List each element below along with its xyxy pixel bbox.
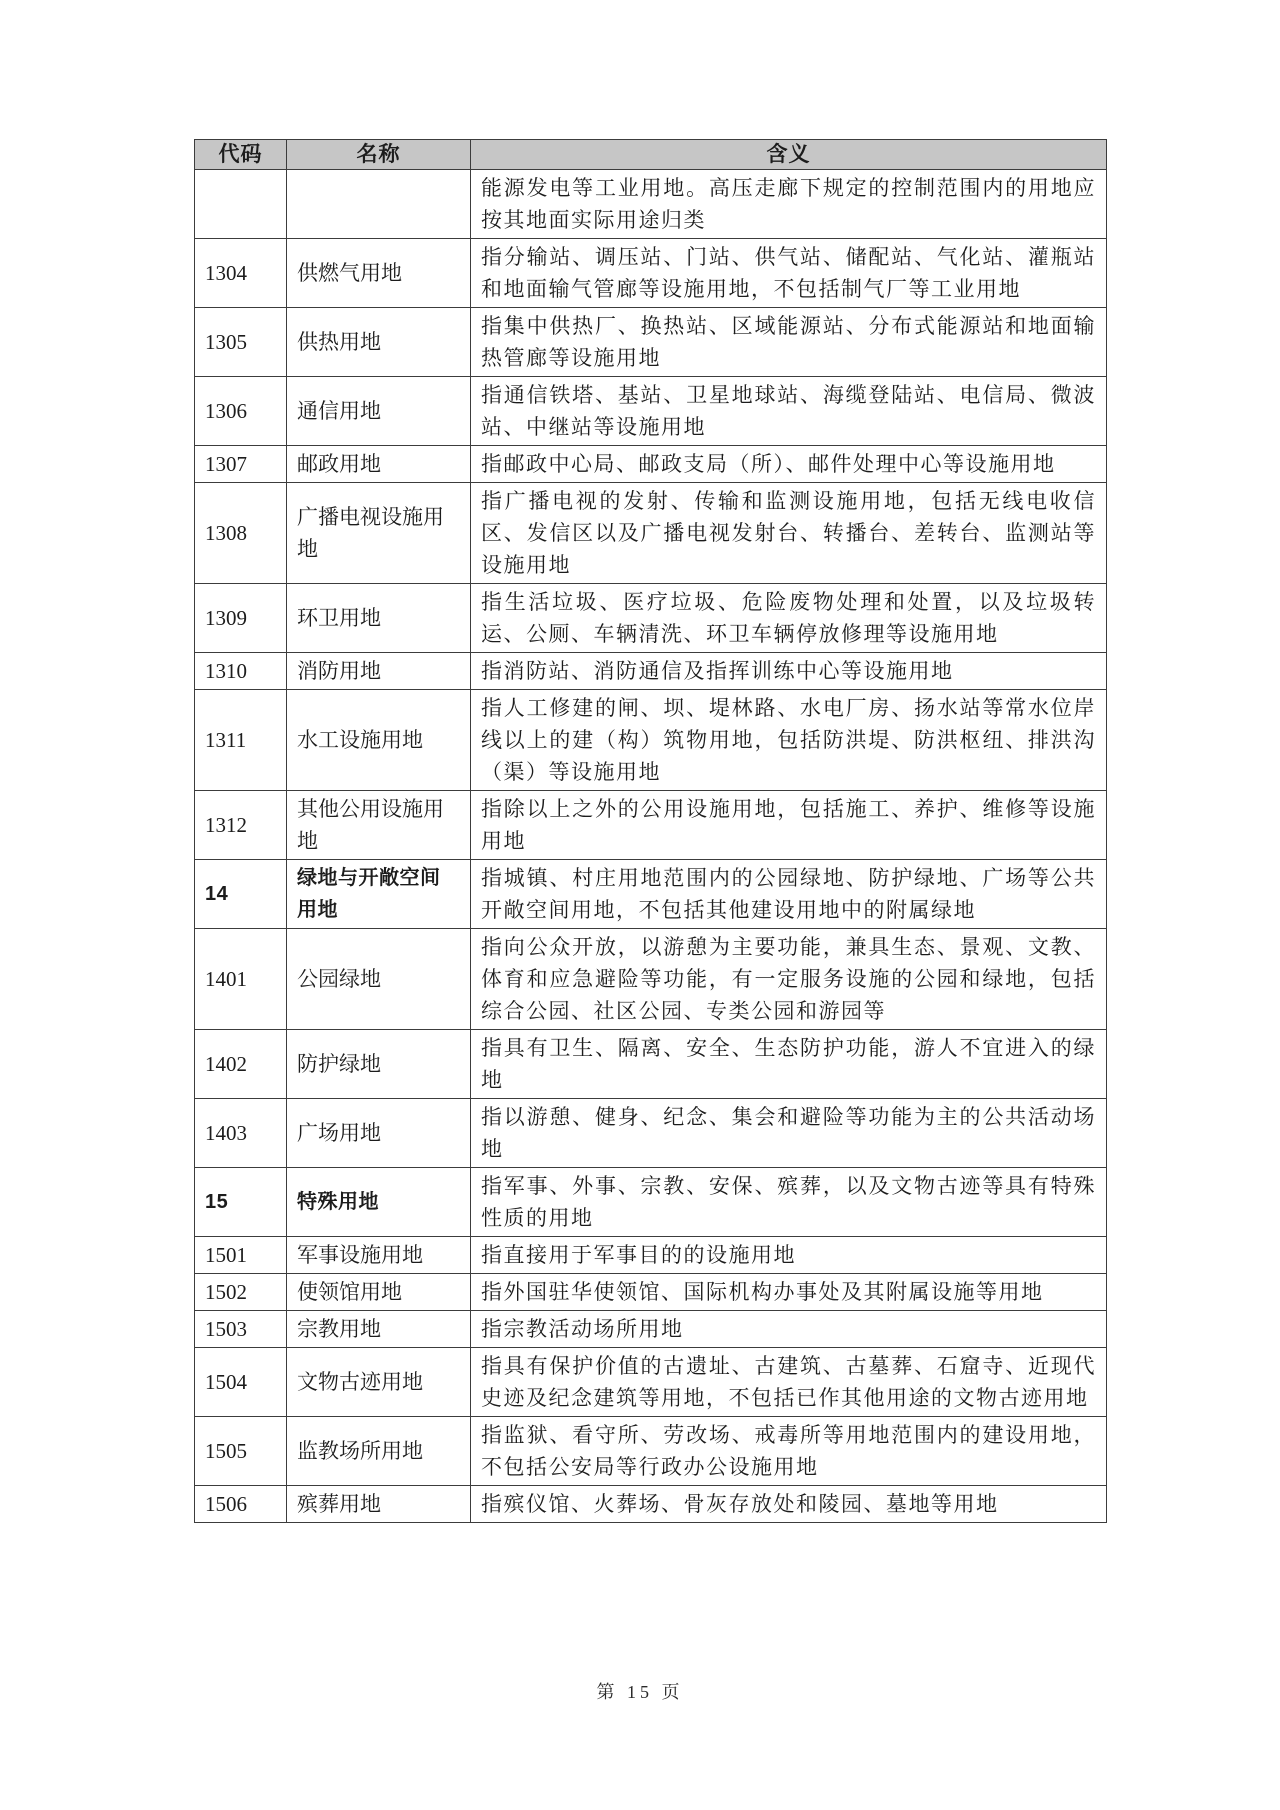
meaning-cell: 指军事、外事、宗教、安保、殡葬，以及文物古迹等具有特殊性质的用地 — [471, 1168, 1107, 1237]
code-cell: 1504 — [195, 1348, 287, 1417]
code-cell: 1401 — [195, 929, 287, 1030]
column-header-2: 含义 — [471, 140, 1107, 170]
code-cell: 1402 — [195, 1030, 287, 1099]
meaning-cell: 能源发电等工业用地。高压走廊下规定的控制范围内的用地应按其地面实际用途归类 — [471, 170, 1107, 239]
name-cell: 特殊用地 — [287, 1168, 471, 1237]
name-cell: 广播电视设施用地 — [287, 483, 471, 584]
code-cell: 1305 — [195, 308, 287, 377]
table-row — [195, 1417, 1107, 1486]
table-row — [195, 170, 1107, 239]
table-row — [195, 1237, 1107, 1274]
meaning-cell: 指除以上之外的公用设施用地，包括施工、养护、维修等设施用地 — [471, 791, 1107, 860]
table-row — [195, 308, 1107, 377]
meaning-cell: 指以游憩、健身、纪念、集会和避险等功能为主的公共活动场地 — [471, 1099, 1107, 1168]
name-cell: 供热用地 — [287, 308, 471, 377]
code-cell: 1309 — [195, 584, 287, 653]
name-cell: 其他公用设施用地 — [287, 791, 471, 860]
name-cell: 军事设施用地 — [287, 1237, 471, 1274]
meaning-cell: 指具有保护价值的古遗址、古建筑、古墓葬、石窟寺、近现代史迹及纪念建筑等用地，不包括已作其他用途的文物古迹用地 — [471, 1348, 1107, 1417]
name-cell: 文物古迹用地 — [287, 1348, 471, 1417]
meaning-cell: 指人工修建的闸、坝、堤林路、水电厂房、扬水站等常水位岸线以上的建（构）筑物用地，包括防洪堤、防洪枢纽、排洪沟（渠）等设施用地 — [471, 690, 1107, 791]
name-cell: 监教场所用地 — [287, 1417, 471, 1486]
name-cell: 殡葬用地 — [287, 1486, 471, 1523]
code-cell: 1311 — [195, 690, 287, 791]
code-cell: 1503 — [195, 1311, 287, 1348]
meaning-cell: 指外国驻华使领馆、国际机构办事处及其附属设施等用地 — [471, 1274, 1107, 1311]
table-row — [195, 1274, 1107, 1311]
code-cell: 1312 — [195, 791, 287, 860]
meaning-cell: 指通信铁塔、基站、卫星地球站、海缆登陆站、电信局、微波站、中继站等设施用地 — [471, 377, 1107, 446]
name-cell: 使领馆用地 — [287, 1274, 471, 1311]
table-row — [195, 1311, 1107, 1348]
table-row — [195, 584, 1107, 653]
code-cell: 1403 — [195, 1099, 287, 1168]
name-cell: 广场用地 — [287, 1099, 471, 1168]
code-cell — [195, 170, 287, 239]
table-row — [195, 1486, 1107, 1523]
table-row — [195, 377, 1107, 446]
table-row — [195, 1099, 1107, 1168]
meaning-cell: 指分输站、调压站、门站、供气站、储配站、气化站、灌瓶站和地面输气管廊等设施用地，不包括制气厂等工业用地 — [471, 239, 1107, 308]
name-cell: 绿地与开敞空间用地 — [287, 860, 471, 929]
meaning-cell: 指生活垃圾、医疗垃圾、危险废物处理和处置，以及垃圾转运、公厕、车辆清洗、环卫车辆停放修理等设施用地 — [471, 584, 1107, 653]
meaning-cell: 指宗教活动场所用地 — [471, 1311, 1107, 1348]
code-cell: 1306 — [195, 377, 287, 446]
table-row — [195, 690, 1107, 791]
code-cell: 15 — [195, 1168, 287, 1237]
name-cell — [287, 170, 471, 239]
code-cell: 1310 — [195, 653, 287, 690]
name-cell: 通信用地 — [287, 377, 471, 446]
meaning-cell: 指消防站、消防通信及指挥训练中心等设施用地 — [471, 653, 1107, 690]
name-cell: 水工设施用地 — [287, 690, 471, 791]
name-cell: 消防用地 — [287, 653, 471, 690]
meaning-cell: 指城镇、村庄用地范围内的公园绿地、防护绿地、广场等公共开敞空间用地，不包括其他建设用地中的附属绿地 — [471, 860, 1107, 929]
code-cell: 1307 — [195, 446, 287, 483]
code-cell: 1506 — [195, 1486, 287, 1523]
land-use-classification-table — [194, 139, 1107, 1523]
table-body — [195, 170, 1107, 1523]
code-cell: 1304 — [195, 239, 287, 308]
table-row — [195, 791, 1107, 860]
table-row — [195, 929, 1107, 1030]
table-header — [195, 140, 1107, 170]
code-cell: 1308 — [195, 483, 287, 584]
table-row — [195, 860, 1107, 929]
name-cell: 宗教用地 — [287, 1311, 471, 1348]
table-row — [195, 1030, 1107, 1099]
table-row — [195, 653, 1107, 690]
name-cell: 公园绿地 — [287, 929, 471, 1030]
code-cell: 1505 — [195, 1417, 287, 1486]
name-cell: 供燃气用地 — [287, 239, 471, 308]
name-cell: 防护绿地 — [287, 1030, 471, 1099]
meaning-cell: 指集中供热厂、换热站、区域能源站、分布式能源站和地面输热管廊等设施用地 — [471, 308, 1107, 377]
table-row — [195, 1168, 1107, 1237]
code-cell: 1501 — [195, 1237, 287, 1274]
name-cell: 邮政用地 — [287, 446, 471, 483]
name-cell: 环卫用地 — [287, 584, 471, 653]
column-header-1: 名称 — [287, 140, 471, 170]
meaning-cell: 指殡仪馆、火葬场、骨灰存放处和陵园、墓地等用地 — [471, 1486, 1107, 1523]
table-row — [195, 483, 1107, 584]
meaning-cell: 指广播电视的发射、传输和监测设施用地，包括无线电收信区、发信区以及广播电视发射台、转播台、差转台、监测站等设施用地 — [471, 483, 1107, 584]
meaning-cell: 指向公众开放，以游憩为主要功能，兼具生态、景观、文教、体育和应急避险等功能，有一定服务设施的公园和绿地，包括综合公园、社区公园、专类公园和游园等 — [471, 929, 1107, 1030]
meaning-cell: 指直接用于军事目的的设施用地 — [471, 1237, 1107, 1274]
page-footer: 第 15 页 — [596, 1682, 684, 1702]
code-cell: 14 — [195, 860, 287, 929]
meaning-cell: 指监狱、看守所、劳改场、戒毒所等用地范围内的建设用地，不包括公安局等行政办公设施用地 — [471, 1417, 1107, 1486]
meaning-cell: 指邮政中心局、邮政支局（所）、邮件处理中心等设施用地 — [471, 446, 1107, 483]
table-row — [195, 239, 1107, 308]
column-header-0: 代码 — [195, 140, 287, 170]
table-row — [195, 446, 1107, 483]
code-cell: 1502 — [195, 1274, 287, 1311]
header-row — [195, 140, 1107, 170]
meaning-cell: 指具有卫生、隔离、安全、生态防护功能，游人不宜进入的绿地 — [471, 1030, 1107, 1099]
table-row — [195, 1348, 1107, 1417]
